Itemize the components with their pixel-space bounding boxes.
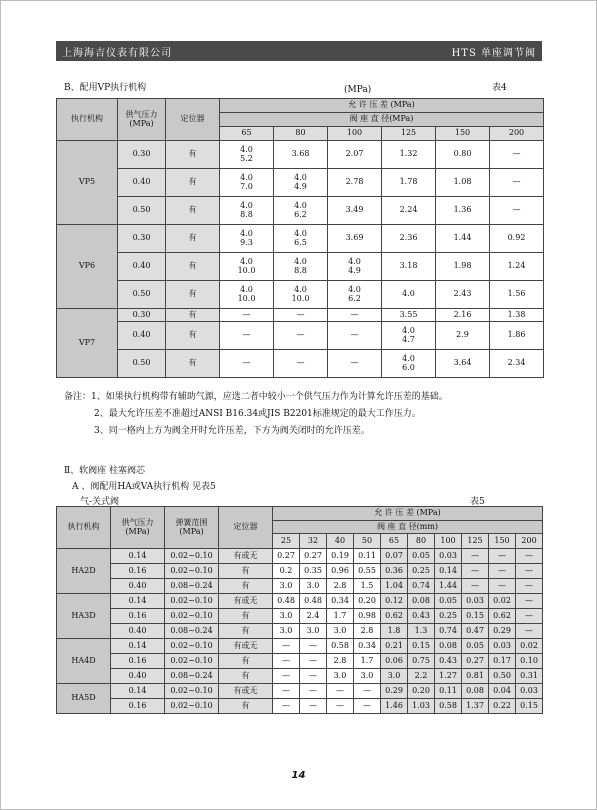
section-b-title: B、配用VP执行机构	[64, 83, 147, 93]
dp-value: 1.44	[436, 225, 490, 253]
dp-value: 0.20	[354, 594, 381, 609]
positioner: 有	[219, 669, 273, 684]
dp-value: 0.19	[327, 549, 354, 564]
dp-value: —	[274, 309, 328, 322]
table-row	[57, 350, 544, 378]
col-seat-diameter: 阀 座 直 径(MPa)	[220, 113, 544, 127]
dp-value: 1.98	[436, 253, 490, 281]
dp-value: 2.9	[436, 322, 490, 350]
diameter-header: 200	[516, 534, 543, 549]
dp-value: —	[327, 684, 354, 699]
dp-value: 4.0 10.0	[274, 281, 328, 309]
dp-value: 2.34	[490, 350, 544, 378]
supply-pressure: 0.14	[111, 594, 165, 609]
diameter-header: 200	[490, 127, 544, 141]
table-row	[57, 281, 544, 309]
dp-value: 4.0 4.9	[328, 253, 382, 281]
dp-value: 0.15	[516, 699, 543, 714]
dp-value: —	[220, 350, 274, 378]
dp-value: 0.10	[516, 654, 543, 669]
dp-value: 2.8	[327, 579, 354, 594]
dp-value: —	[273, 669, 300, 684]
supply-pressure: 0.50	[118, 197, 166, 225]
dp-value: 0.55	[354, 564, 381, 579]
dp-value: —	[490, 141, 544, 169]
valve-type: 气-关式阀	[80, 497, 120, 507]
spring-range: 0.02~0.10	[165, 594, 219, 609]
dp-value: 0.74	[435, 624, 462, 639]
dp-value: —	[489, 564, 516, 579]
dp-value: 0.14	[435, 564, 462, 579]
dp-value: 0.05	[408, 549, 435, 564]
dp-value: 0.22	[489, 699, 516, 714]
col-actuator: 执行机构	[57, 507, 111, 549]
positioner: 有或无	[219, 549, 273, 564]
dp-value: 1.04	[381, 579, 408, 594]
dp-value: 1.38	[490, 309, 544, 322]
supply-pressure: 0.14	[111, 684, 165, 699]
table-row	[57, 253, 544, 281]
col-seat-diameter: 阀 座 直 径(mm)	[273, 521, 543, 534]
dp-value: 1.08	[436, 169, 490, 197]
company-name: 上海海吉仪表有限公司	[62, 47, 172, 59]
dp-value: 0.11	[354, 549, 381, 564]
dp-value: —	[462, 579, 489, 594]
dp-value: —	[516, 624, 543, 639]
dp-value: 0.62	[489, 609, 516, 624]
dp-value: 0.03	[489, 639, 516, 654]
table-row	[57, 549, 543, 564]
dp-value: —	[490, 197, 544, 225]
dp-value: 0.47	[462, 624, 489, 639]
actuator-name: HA4D	[57, 639, 111, 684]
dp-value: —	[220, 309, 274, 322]
spring-range: 0.02~0.10	[165, 609, 219, 624]
diameter-header: 65	[220, 127, 274, 141]
positioner: 有或无	[219, 639, 273, 654]
dp-value: 1.78	[382, 169, 436, 197]
dp-value: —	[462, 564, 489, 579]
spring-range: 0.02~0.10	[165, 639, 219, 654]
dp-value: 1.7	[327, 609, 354, 624]
dp-value: 3.0	[273, 609, 300, 624]
dp-value: 0.04	[489, 684, 516, 699]
dp-value: 0.02	[516, 639, 543, 654]
dp-value: —	[273, 684, 300, 699]
dp-value: 4.0 4.9	[274, 169, 328, 197]
diameter-header: 32	[300, 534, 327, 549]
supply-pressure: 0.40	[118, 253, 166, 281]
dp-value: —	[300, 684, 327, 699]
dp-value: 0.2	[273, 564, 300, 579]
dp-value: 0.21	[381, 639, 408, 654]
table-row	[57, 169, 544, 197]
table4-label: 表4	[492, 83, 507, 93]
note-2: 2、最大允许压差不准超过ANSI B16.34或JIS B2201标准规定的最大工作压力。	[94, 409, 421, 419]
table-row	[57, 609, 543, 624]
dp-value: 3.69	[328, 225, 382, 253]
dp-value: 0.27	[273, 549, 300, 564]
supply-pressure: 0.16	[111, 654, 165, 669]
dp-value: —	[462, 549, 489, 564]
dp-value: 3.18	[382, 253, 436, 281]
dp-value: 3.0	[381, 669, 408, 684]
dp-value: 0.06	[381, 654, 408, 669]
supply-pressure: 0.40	[111, 669, 165, 684]
table-row	[57, 141, 544, 169]
dp-value: 1.24	[490, 253, 544, 281]
note-1: 备注：1、如果执行机构带有辅助气源，应选二者中较小一个供气压力作为计算允许压差的基础。	[64, 392, 448, 402]
supply-pressure: 0.14	[111, 549, 165, 564]
dp-value: —	[328, 350, 382, 378]
dp-value: 0.02	[489, 594, 516, 609]
dp-value: 0.48	[300, 594, 327, 609]
dp-value: 0.34	[354, 639, 381, 654]
dp-value: 4.0 8.8	[274, 253, 328, 281]
note-3: 3、同一格内上方为阀全开时允许压差，下方为阀关闭时的允许压差。	[94, 426, 370, 436]
notes	[64, 389, 448, 440]
dp-value: 3.0	[300, 579, 327, 594]
dp-value: 0.36	[381, 564, 408, 579]
dp-value: 4.0 6.2	[274, 197, 328, 225]
col-spring-range: 弹簧范围 (MPa)	[165, 507, 219, 549]
dp-value: 0.07	[381, 549, 408, 564]
page-header	[56, 41, 542, 61]
actuator-name: HA5D	[57, 684, 111, 714]
table-row	[57, 225, 544, 253]
dp-value: —	[273, 699, 300, 714]
dp-value: 0.31	[516, 669, 543, 684]
dp-value: —	[300, 669, 327, 684]
diameter-header: 50	[354, 534, 381, 549]
dp-value: —	[300, 639, 327, 654]
dp-value: 2.07	[328, 141, 382, 169]
dp-value: 3.0	[327, 669, 354, 684]
dp-value: 0.96	[327, 564, 354, 579]
table-4	[56, 98, 544, 378]
spring-range: 0.02~0.10	[165, 564, 219, 579]
dp-value: 1.36	[436, 197, 490, 225]
positioner: 有	[166, 197, 220, 225]
dp-value: 0.80	[436, 141, 490, 169]
positioner: 有	[166, 169, 220, 197]
positioner: 有	[166, 253, 220, 281]
dp-value: 2.43	[436, 281, 490, 309]
dp-value: —	[300, 654, 327, 669]
positioner: 有	[219, 624, 273, 639]
dp-value: 0.12	[381, 594, 408, 609]
dp-value: 0.15	[462, 609, 489, 624]
dp-value: 1.44	[435, 579, 462, 594]
dp-value: —	[516, 594, 543, 609]
positioner: 有	[219, 564, 273, 579]
dp-value: 2.8	[327, 654, 354, 669]
dp-value: 3.64	[436, 350, 490, 378]
section-ii-title: Ⅱ、软阀座 柱塞阀芯	[64, 466, 145, 476]
dp-value: 0.17	[489, 654, 516, 669]
col-positioner: 定位器	[166, 99, 220, 141]
positioner: 有	[166, 350, 220, 378]
dp-value: 0.15	[408, 639, 435, 654]
diameter-header: 125	[462, 534, 489, 549]
actuator-name: VP7	[57, 309, 118, 378]
table-row	[57, 624, 543, 639]
dp-value: —	[328, 309, 382, 322]
supply-pressure: 0.14	[111, 639, 165, 654]
dp-value: 0.98	[354, 609, 381, 624]
actuator-name: HA2D	[57, 549, 111, 594]
dp-value: 0.05	[462, 639, 489, 654]
dp-value: 0.74	[408, 579, 435, 594]
dp-value: —	[489, 579, 516, 594]
table-row	[57, 594, 543, 609]
diameter-header: 80	[408, 534, 435, 549]
dp-value: 0.48	[273, 594, 300, 609]
diameter-header: 80	[274, 127, 328, 141]
dp-value: 3.49	[328, 197, 382, 225]
dp-value: 2.8	[354, 624, 381, 639]
spring-range: 0.02~0.10	[165, 684, 219, 699]
dp-value: 3.55	[382, 309, 436, 322]
dp-value: 0.08	[435, 639, 462, 654]
positioner: 有	[219, 699, 273, 714]
dp-value: 0.29	[381, 684, 408, 699]
dp-value: —	[274, 322, 328, 350]
spring-range: 0.02~0.10	[165, 654, 219, 669]
table-row	[57, 579, 543, 594]
dp-value: 0.08	[408, 594, 435, 609]
dp-value: 0.20	[408, 684, 435, 699]
dp-value: 0.58	[435, 699, 462, 714]
dp-value: 2.16	[436, 309, 490, 322]
dp-value: 4.0 8.8	[220, 197, 274, 225]
product-name: HTS 单座调节阀	[451, 47, 536, 59]
dp-value: 0.05	[435, 594, 462, 609]
dp-value: 2.24	[382, 197, 436, 225]
dp-value: 3.0	[300, 624, 327, 639]
dp-value: 0.03	[435, 549, 462, 564]
section-ii-subtitle: A 、阀配用HA或VA执行机构 见表5	[72, 482, 216, 492]
positioner: 有	[166, 322, 220, 350]
diameter-header: 100	[328, 127, 382, 141]
dp-value: 0.50	[489, 669, 516, 684]
supply-pressure: 0.16	[111, 609, 165, 624]
positioner: 有或无	[219, 594, 273, 609]
supply-pressure: 0.16	[111, 699, 165, 714]
dp-value: 0.27	[462, 654, 489, 669]
supply-pressure: 0.30	[118, 309, 166, 322]
table-row	[57, 309, 544, 322]
diameter-header: 100	[435, 534, 462, 549]
dp-value: 3.0	[327, 624, 354, 639]
dp-value: 1.86	[490, 322, 544, 350]
dp-value: 2.36	[382, 225, 436, 253]
supply-pressure: 0.40	[111, 579, 165, 594]
dp-value: —	[328, 322, 382, 350]
positioner: 有	[166, 281, 220, 309]
supply-pressure: 0.50	[118, 350, 166, 378]
diameter-header: 150	[489, 534, 516, 549]
diameter-header: 65	[381, 534, 408, 549]
dp-value: 1.32	[382, 141, 436, 169]
table-5	[56, 506, 543, 714]
diameter-header: 125	[382, 127, 436, 141]
dp-value: 4.0 10.0	[220, 281, 274, 309]
dp-value: 0.11	[435, 684, 462, 699]
dp-value: 0.03	[516, 684, 543, 699]
dp-value: —	[273, 639, 300, 654]
supply-pressure: 0.40	[118, 169, 166, 197]
dp-value: 0.58	[327, 639, 354, 654]
positioner: 有	[166, 225, 220, 253]
dp-value: 1.7	[354, 654, 381, 669]
dp-value: 3.0	[354, 669, 381, 684]
table5-label: 表5	[470, 497, 485, 507]
dp-value: 1.56	[490, 281, 544, 309]
col-supply-pressure: 供气压力 (MPa)	[118, 99, 166, 141]
dp-value: —	[274, 350, 328, 378]
dp-value: —	[516, 564, 543, 579]
spring-range: 0.02~0.10	[165, 549, 219, 564]
dp-value: 4.0 6.0	[382, 350, 436, 378]
supply-pressure: 0.30	[118, 141, 166, 169]
dp-value: 1.3	[408, 624, 435, 639]
dp-value: 1.5	[354, 579, 381, 594]
dp-value: —	[273, 654, 300, 669]
dp-value: 4.0 9.3	[220, 225, 274, 253]
positioner: 有	[219, 654, 273, 669]
dp-value: —	[354, 699, 381, 714]
dp-value: 4.0 6.5	[274, 225, 328, 253]
dp-value: 3.68	[274, 141, 328, 169]
dp-value: 1.03	[408, 699, 435, 714]
dp-value: —	[516, 579, 543, 594]
dp-value: 4.0 6.2	[328, 281, 382, 309]
table-row	[57, 564, 543, 579]
table-row	[57, 684, 543, 699]
spring-range: 0.08~0.24	[165, 579, 219, 594]
dp-value: —	[220, 322, 274, 350]
dp-value: 0.43	[408, 609, 435, 624]
dp-value: 4.0	[382, 281, 436, 309]
diameter-header: 40	[327, 534, 354, 549]
dp-value: —	[516, 549, 543, 564]
dp-value: —	[327, 699, 354, 714]
col-actuator: 执行机构	[57, 99, 118, 141]
col-supply-pressure: 供气压力 (MPa)	[111, 507, 165, 549]
dp-value: 0.81	[462, 669, 489, 684]
dp-value: 0.25	[435, 609, 462, 624]
dp-value: 2.78	[328, 169, 382, 197]
supply-pressure: 0.30	[118, 225, 166, 253]
dp-value: 0.35	[300, 564, 327, 579]
table-row	[57, 322, 544, 350]
supply-pressure: 0.50	[118, 281, 166, 309]
col-allowed-dp: 允 许 压 差 (MPa)	[220, 99, 544, 113]
dp-value: 0.62	[381, 609, 408, 624]
table-row	[57, 699, 543, 714]
dp-value: 1.37	[462, 699, 489, 714]
dp-value: —	[489, 549, 516, 564]
positioner: 有	[219, 579, 273, 594]
positioner: 有或无	[219, 684, 273, 699]
dp-value: —	[300, 699, 327, 714]
table-row	[57, 654, 543, 669]
page-number: 14	[291, 770, 306, 781]
actuator-name: HA3D	[57, 594, 111, 639]
dp-value: 0.27	[300, 549, 327, 564]
col-allowed-dp: 允 许 压 差 (MPa)	[273, 507, 543, 521]
actuator-name: VP5	[57, 141, 118, 225]
dp-value: 3.0	[273, 624, 300, 639]
supply-pressure: 0.40	[118, 322, 166, 350]
dp-value: —	[354, 684, 381, 699]
section-b-unit: (MPa)	[344, 85, 372, 95]
dp-value: 2.2	[408, 669, 435, 684]
dp-value: 4.0 7.0	[220, 169, 274, 197]
dp-value: 4.0 4.7	[382, 322, 436, 350]
dp-value: —	[490, 169, 544, 197]
table-row	[57, 669, 543, 684]
spring-range: 0.08~0.24	[165, 669, 219, 684]
dp-value: 0.03	[462, 594, 489, 609]
positioner: 有	[166, 309, 220, 322]
dp-value: 0.29	[489, 624, 516, 639]
spring-range: 0.08~0.24	[165, 624, 219, 639]
dp-value: 1.27	[435, 669, 462, 684]
dp-value: 4.0 10.0	[220, 253, 274, 281]
positioner: 有	[219, 609, 273, 624]
diameter-header: 150	[436, 127, 490, 141]
col-positioner: 定位器	[219, 507, 273, 549]
dp-value: 0.92	[490, 225, 544, 253]
positioner: 有	[166, 141, 220, 169]
dp-value: 0.08	[462, 684, 489, 699]
dp-value: —	[516, 609, 543, 624]
dp-value: 3.0	[273, 579, 300, 594]
diameter-header: 25	[273, 534, 300, 549]
table-row	[57, 197, 544, 225]
supply-pressure: 0.40	[111, 624, 165, 639]
spring-range: 0.02~0.10	[165, 699, 219, 714]
dp-value: 0.43	[435, 654, 462, 669]
dp-value: 0.34	[327, 594, 354, 609]
dp-value: 1.8	[381, 624, 408, 639]
dp-value: 4.0 5.2	[220, 141, 274, 169]
dp-value: 0.25	[408, 564, 435, 579]
table-row	[57, 639, 543, 654]
dp-value: 2.4	[300, 609, 327, 624]
supply-pressure: 0.16	[111, 564, 165, 579]
dp-value: 0.75	[408, 654, 435, 669]
actuator-name: VP6	[57, 225, 118, 309]
dp-value: 1.46	[381, 699, 408, 714]
